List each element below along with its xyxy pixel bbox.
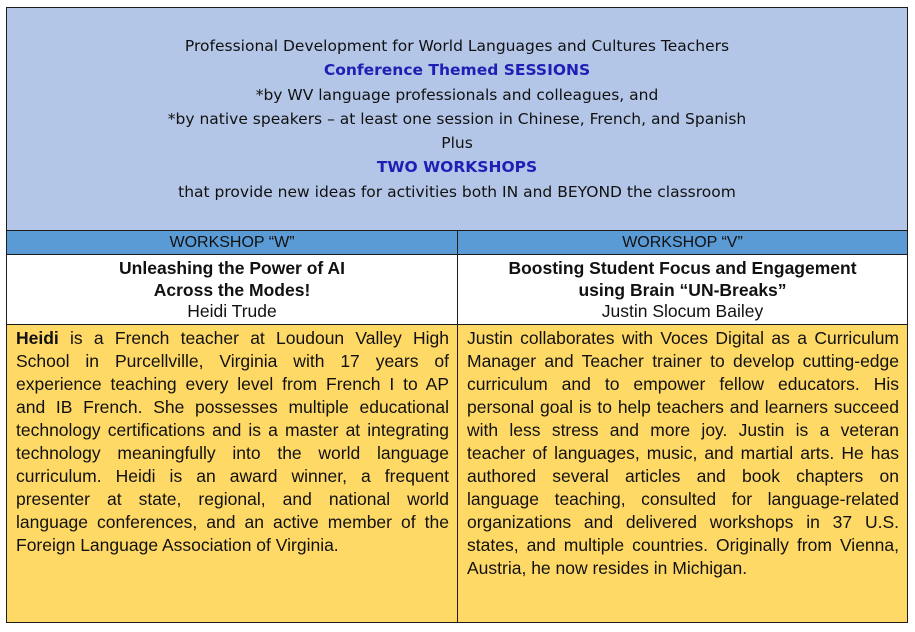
- workshop-v-bio-text: Justin collaborates with Voces Digital as a Curriculum Manager and Teacher trainer to develop cutting-edge curriculum and to empower fellow educators. His personal goal is to help teachers and learners succeed with less stress and more joy. Justin is a veteran teacher of languages, music, and martial arts. He has authored several articles and book chapters on language teaching, consulted for language-related organizations and delivered workshops in 37 U.S. states, and multiple countries. Originally from Vienna, Austria, he now resides in Michigan.: [467, 328, 899, 578]
- workshop-w-bio-name: Heidi: [16, 328, 59, 348]
- workshop-w-title-line-2: Across the Modes!: [153, 279, 311, 300]
- banner-heading: Professional Development for World Languages and Cultures Teachers: [184, 37, 730, 55]
- conference-banner: [7, 8, 907, 231]
- workshop-w-title-line-1: Unleashing the Power of AI: [119, 258, 345, 278]
- banner-sessions-title: Conference Themed SESSIONS: [323, 61, 591, 80]
- workshop-v-header: WORKSHOP “V”: [622, 234, 743, 251]
- workshop-w-bio-text: is a French teacher at Loudoun Valley High School in Purcellville, Virginia with 17 years of experience teaching every level from French I to AP and IB French. She possesses multiple educational technology certifications and is a master at integrating technology meaningfully into the world language curriculum. Heidi is an award winner, a frequent presenter at state, regional, and national world language conferences, and an active member of the Foreign Language Association of Virginia.: [16, 328, 449, 555]
- workshop-header-row: [7, 231, 907, 255]
- flyer-table: [6, 7, 908, 623]
- workshop-w-title-cell: [7, 255, 458, 324]
- banner-workshops-title: TWO WORKSHOPS: [376, 158, 538, 177]
- workshop-bio-row: [7, 325, 907, 622]
- workshop-w-presenter: Heidi Trude: [187, 301, 277, 321]
- banner-plus: Plus: [441, 134, 473, 153]
- workshop-w-header: WORKSHOP “W”: [7, 231, 458, 254]
- workshop-v-title-cell: [458, 255, 907, 324]
- workshop-v-presenter: Justin Slocum Bailey: [601, 301, 764, 321]
- banner-workshops-detail: that provide new ideas for activities both IN and BEYOND the classroom: [178, 182, 736, 201]
- workshop-v-title-line-1: Boosting Student Focus and Engagement: [508, 258, 857, 278]
- workshop-title-row: [7, 255, 907, 325]
- workshop-v-title-line-2: using Brain “UN-Breaks”: [578, 279, 787, 300]
- workshop-v-bio: [458, 325, 907, 622]
- banner-sessions-detail-1: *by WV language professionals and colleagues, and: [255, 85, 659, 104]
- banner-sessions-detail-2: *by native speakers – at least one session in Chinese, French, and Spanish: [167, 109, 747, 128]
- workshop-w-bio: [7, 325, 458, 622]
